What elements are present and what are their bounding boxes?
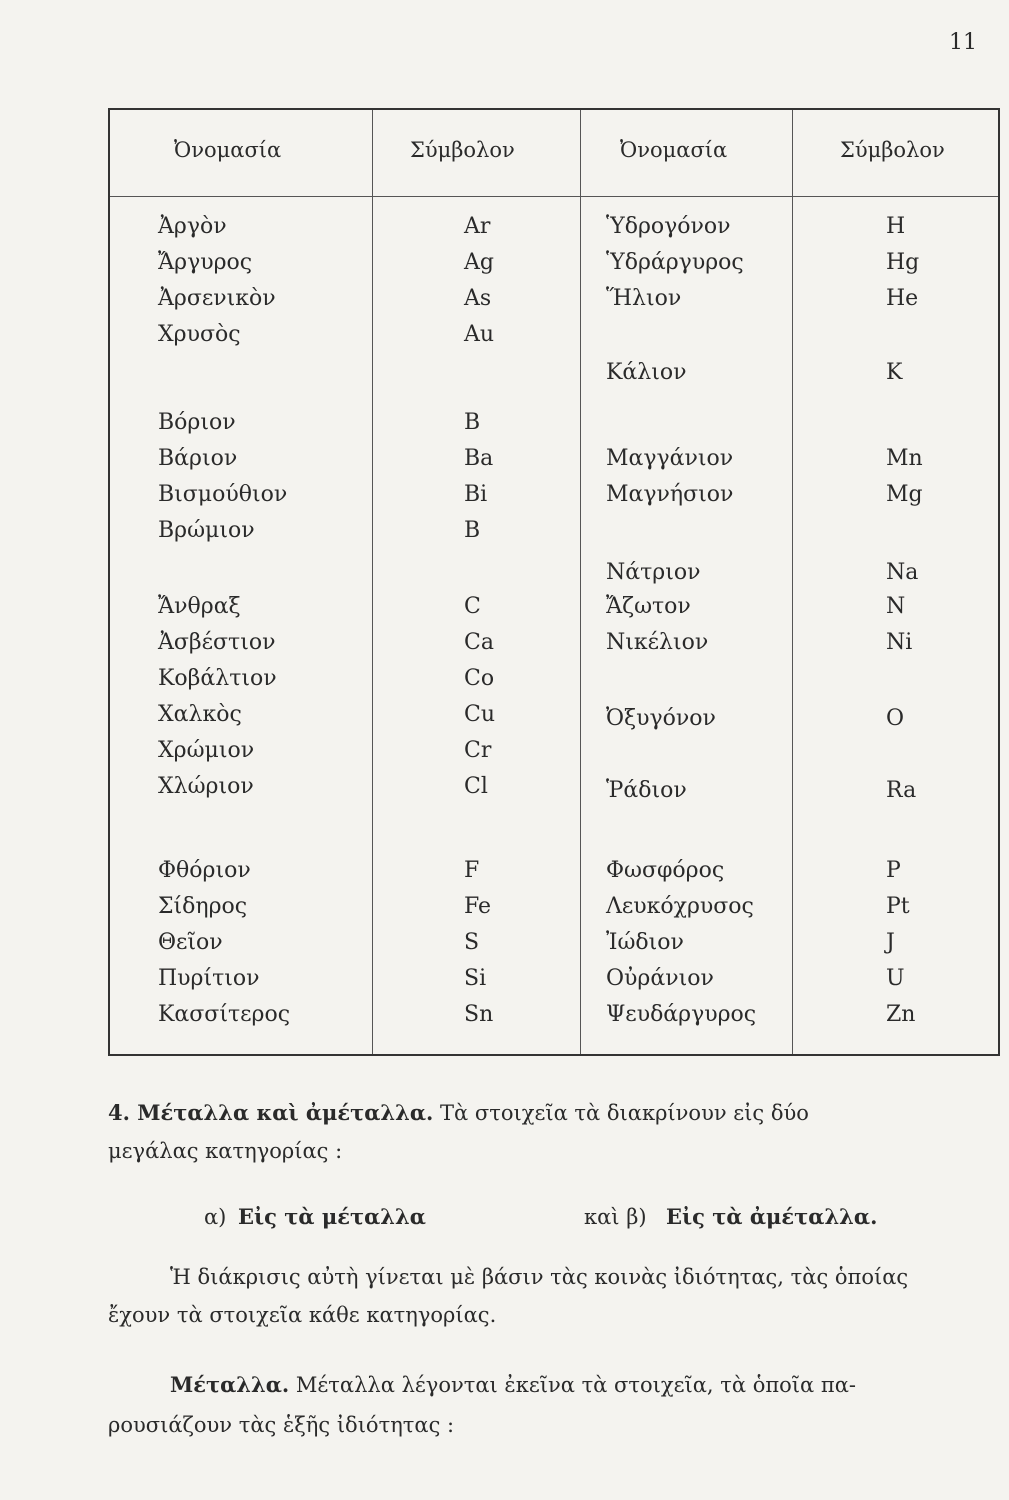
element-name: Ἀρσενικὸν (158, 286, 276, 311)
metals-line1 (170, 1368, 1006, 1402)
element-symbol: F (464, 858, 480, 883)
section-intro-text: Τὰ στοιχεῖα τὰ διακρίνουν εἰς δύο (440, 1101, 809, 1125)
item-a: Εἰς τὰ μέταλλα (238, 1204, 426, 1229)
header-name-left: Ὀνομασία (174, 138, 282, 162)
element-symbol: Sn (464, 1002, 494, 1027)
item-b-label: καὶ β) (584, 1205, 647, 1229)
element-symbol: Co (464, 666, 495, 691)
element-symbol: H (886, 214, 906, 239)
element-name: Θεῖον (158, 930, 223, 955)
element-symbol: P (886, 858, 901, 883)
element-symbol: Cl (464, 774, 488, 799)
header-symbol-left: Σύμβολον (410, 138, 515, 162)
element-symbol: Na (886, 560, 919, 585)
header-symbol-right: Σύμβολον (840, 138, 945, 162)
element-symbol: N (886, 594, 906, 619)
element-symbol: He (886, 286, 919, 311)
element-symbol: Mn (886, 446, 923, 471)
element-name: Ἥλιον (606, 286, 682, 311)
element-name: Ὑδρογόνον (606, 214, 731, 239)
element-symbol: C (464, 594, 481, 619)
section-intro-line2: μεγάλας κατηγορίας : (108, 1139, 343, 1163)
para1-line2: ἔχουν τὰ στοιχεῖα κάθε κατηγορίας. (108, 1303, 497, 1327)
element-name: Σίδηρος (158, 894, 248, 919)
item-a-label: α) (204, 1205, 227, 1229)
element-symbol: Cr (464, 738, 492, 763)
element-name: Οὐράνιον (606, 966, 714, 991)
element-name: Βάριον (158, 446, 238, 471)
element-name: Ῥάδιον (606, 778, 687, 803)
element-name: Βισμούθιον (158, 482, 288, 507)
element-name: Βόριον (158, 410, 236, 435)
column-divider (580, 110, 581, 1054)
element-symbol: Si (464, 966, 487, 991)
page-number: 11 (949, 30, 977, 55)
element-name: Ἀσβέστιον (158, 630, 276, 655)
element-symbol: Mg (886, 482, 923, 507)
element-name: Ἰώδιον (606, 930, 684, 955)
element-name: Λευκόχρυσος (606, 894, 754, 919)
element-name: Ἀργὸν (158, 214, 227, 239)
element-name: Βρώμιον (158, 518, 255, 543)
element-symbol: Zn (886, 1002, 916, 1027)
element-symbol: J (886, 930, 895, 955)
element-symbol: Ra (886, 778, 917, 803)
element-name: Ἄργυρος (158, 250, 253, 275)
element-symbol: B (464, 518, 481, 543)
element-symbol: Ni (886, 630, 913, 655)
element-name: Χλώριον (158, 774, 254, 799)
para1-line1: Ἡ διάκρισις αὐτὴ γίνεται μὲ βάσιν τὰς κοινὰς ἰδιότητας, τὰς ὁποίας (170, 1265, 909, 1289)
element-name: Φωσφόρος (606, 858, 725, 883)
element-name: Πυρίτιον (158, 966, 260, 991)
element-symbol: As (464, 286, 492, 311)
header-rule (110, 196, 998, 197)
element-name: Κασσίτερος (158, 1002, 291, 1027)
element-symbol: Ca (464, 630, 494, 655)
element-name: Φθόριον (158, 858, 251, 883)
element-symbol: B (464, 410, 481, 435)
element-name: Χαλκὸς (158, 702, 242, 727)
element-name: Κοβάλτιον (158, 666, 277, 691)
element-name: Κάλιον (606, 360, 687, 385)
element-name: Χρυσὸς (158, 322, 241, 347)
element-name: Νάτριον (606, 560, 701, 585)
element-name: Μαγνήσιον (606, 482, 734, 507)
item-b: Εἰς τὰ ἀμέταλλα. (666, 1204, 878, 1229)
element-symbol: Cu (464, 702, 496, 727)
element-name: Ὑδράργυρος (606, 250, 744, 275)
element-name: Ἄνθραξ (158, 594, 241, 619)
element-symbol: Ag (464, 250, 494, 275)
element-name: Νικέλιον (606, 630, 709, 655)
element-symbol: K (886, 360, 903, 385)
element-symbol: Hg (886, 250, 920, 275)
column-divider (792, 110, 793, 1054)
element-symbol: Bi (464, 482, 488, 507)
section-heading: 4. Μέταλλα καὶ ἀμέταλλα. (108, 1100, 434, 1125)
element-name: Ἄζωτον (606, 594, 691, 619)
element-symbol: U (886, 966, 905, 991)
metals-heading: Μέταλλα. (170, 1372, 290, 1397)
column-divider (372, 110, 373, 1054)
element-symbol: Pt (886, 894, 910, 919)
element-symbol: Ba (464, 446, 494, 471)
element-symbol: S (464, 930, 480, 955)
element-symbol: Au (464, 322, 495, 347)
element-name: Χρώμιον (158, 738, 255, 763)
element-name: Μαγγάνιον (606, 446, 734, 471)
section-intro (108, 1096, 1008, 1130)
element-name: Ὀξυγόνον (606, 706, 716, 731)
metals-text: Μέταλλα λέγονται ἐκεῖνα τὰ στοιχεῖα, τὰ ὁποῖα πα- (295, 1373, 856, 1397)
element-name: Ψευδάργυρος (606, 1002, 757, 1027)
element-symbol: Ar (464, 214, 491, 239)
header-name-right: Ὀνομασία (620, 138, 728, 162)
element-symbol: Fe (464, 894, 492, 919)
element-symbol: O (886, 706, 905, 731)
elements-table (108, 108, 1000, 1056)
metals-line2: ρουσιάζουν τὰς ἑξῆς ἰδιότητας : (108, 1413, 455, 1437)
